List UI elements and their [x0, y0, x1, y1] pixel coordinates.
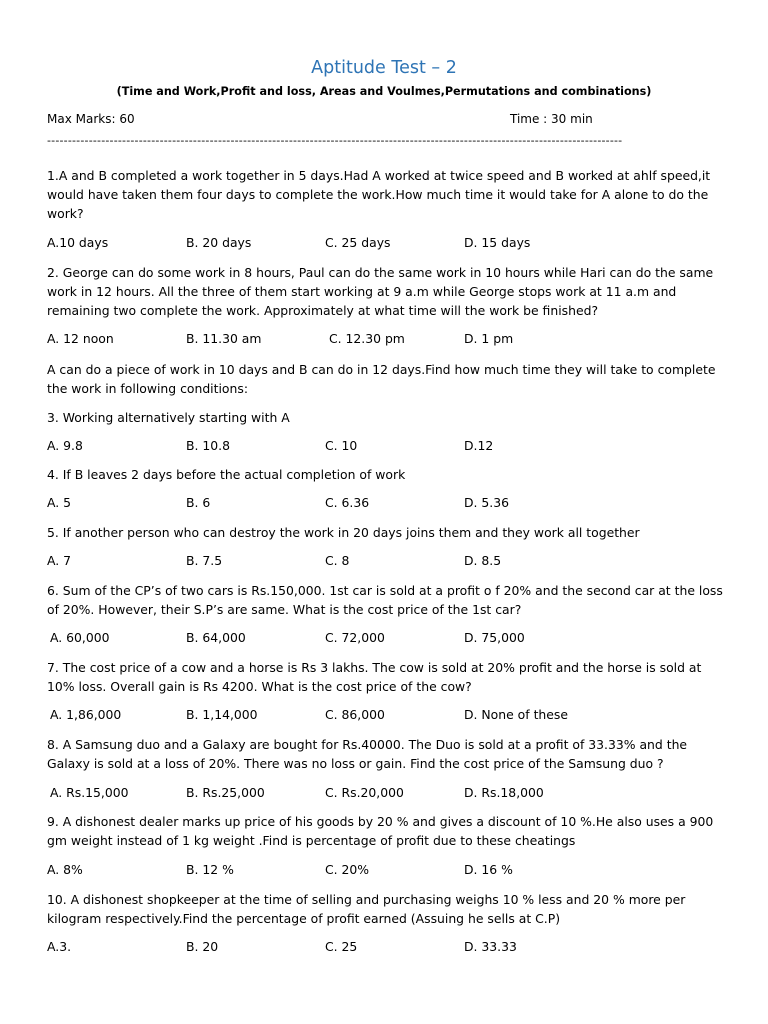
q2-option-a: A. 12 noon — [47, 331, 114, 346]
q5-option-c: C. 8 — [325, 553, 350, 568]
q6-option-d: D. 75,000 — [464, 630, 525, 645]
q3-option-c: C. 10 — [325, 438, 358, 453]
max-marks: Max Marks: 60 — [47, 112, 135, 126]
q10-option-a: A.3. — [47, 939, 72, 954]
question-3: 3. Working alternatively starting with A — [47, 410, 290, 425]
q5-option-d: D. 8.5 — [464, 553, 502, 568]
question-4: 4. If B leaves 2 days before the actual completion of work — [47, 467, 406, 482]
question-1: 1.A and B completed a work together in 5 days.Had A worked at twice speed and B worked at ahlf speed,it would have taken them four days to complete the work.How much time it would take for A alone to do the work? — [47, 168, 711, 222]
q1-option-c: C. 25 days — [325, 235, 391, 250]
divider-rule: ------------------------------------------------------------------------------------------------------------------------------------------ — [47, 134, 623, 146]
q9-option-c: C. 20% — [325, 862, 370, 877]
q7-option-c: C. 86,000 — [325, 707, 385, 722]
q6-option-a: A. 60,000 — [50, 630, 110, 645]
q8-option-a: A. Rs.15,000 — [50, 785, 129, 800]
q1-option-a: A.10 days — [47, 235, 109, 250]
q6-option-c: C. 72,000 — [325, 630, 385, 645]
question-8: 8. A Samsung duo and a Galaxy are bought for Rs.40000. The Duo is sold at a profit of 33.33% and the Galaxy is sold at a loss of 20%. There was no loss or gain. Find the cost price of the Samsung duo ? — [47, 737, 688, 772]
q10-option-d: D. 33.33 — [464, 939, 517, 954]
page-subtitle: (Time and Work,Profit and loss, Areas and Voulmes,Permutations and combinations) — [116, 85, 652, 98]
q5-option-b: B. 7.5 — [186, 553, 223, 568]
question-10: 10. A dishonest shopkeeper at the time of selling and purchasing weighs 10 % less and 20 % more per kilogram respectively.Find the percentage of profit earned (Assuing he sells at C.P) — [47, 892, 686, 927]
shared-question-stem: A can do a piece of work in 10 days and B can do in 12 days.Find how much time they will take to complete the work in following conditions: — [47, 362, 716, 397]
page-title: Aptitude Test – 2 — [311, 58, 457, 78]
q7-option-a: A. 1,86,000 — [50, 707, 122, 722]
q8-option-c: C. Rs.20,000 — [325, 785, 404, 800]
question-5: 5. If another person who can destroy the work in 20 days joins them and they work all together — [47, 525, 640, 540]
q4-option-b: B. 6 — [186, 495, 211, 510]
question-6: 6. Sum of the CP’s of two cars is Rs.150,000. 1st car is sold at a profit o f 20% and the second car at the loss of 20%. However, their S.P’s are same. What is the cost price of the 1st car? — [47, 583, 723, 618]
q4-option-c: C. 6.36 — [325, 495, 370, 510]
q4-option-a: A. 5 — [47, 495, 72, 510]
q2-option-d: D. 1 pm — [464, 331, 514, 346]
q9-option-b: B. 12 % — [186, 862, 234, 877]
q10-option-b: B. 20 — [186, 939, 219, 954]
q7-option-d: D. None of these — [464, 707, 568, 722]
time-limit: Time : 30 min — [510, 112, 593, 126]
q9-option-d: D. 16 % — [464, 862, 513, 877]
q7-option-b: B. 1,14,000 — [186, 707, 258, 722]
q1-option-d: D. 15 days — [464, 235, 531, 250]
q3-option-a: A. 9.8 — [47, 438, 83, 453]
q4-option-d: D. 5.36 — [464, 495, 510, 510]
q1-option-b: B. 20 days — [186, 235, 252, 250]
q3-option-d: D.12 — [464, 438, 494, 453]
question-7: 7. The cost price of a cow and a horse is Rs 3 lakhs. The cow is sold at 20% profit and the horse is sold at 10% loss. Overall gain is Rs 4200. What is the cost price of the cow? — [47, 660, 702, 695]
q8-option-d: D. Rs.18,000 — [464, 785, 544, 800]
question-2: 2. George can do some work in 8 hours, Paul can do the same work in 10 hours while Hari can do the same work in 12 hours. All the three of them start working at 9 a.m while George stops work at 11 a.m and remaining two complete the work. Approximately at what time will the work be finished? — [47, 265, 714, 319]
q5-option-a: A. 7 — [47, 553, 72, 568]
q8-option-b: B. Rs.25,000 — [186, 785, 265, 800]
q9-option-a: A. 8% — [47, 862, 83, 877]
q6-option-b: B. 64,000 — [186, 630, 246, 645]
q3-option-b: B. 10.8 — [186, 438, 230, 453]
q10-option-c: C. 25 — [325, 939, 358, 954]
q2-option-b: B. 11.30 am — [186, 331, 262, 346]
q2-option-c: C. 12.30 pm — [329, 331, 405, 346]
question-9: 9. A dishonest dealer marks up price of his goods by 20 % and gives a discount of 10 %.He also uses a 900 gm weight instead of 1 kg weight .Find is percentage of profit due to these cheatings — [47, 814, 714, 849]
